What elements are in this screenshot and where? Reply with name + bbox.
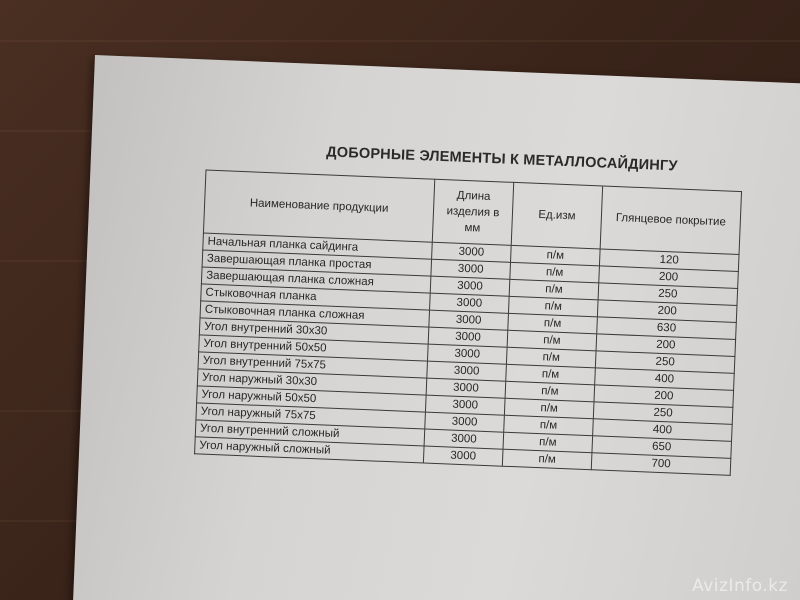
cell-product-name: Угол наружный сложный [195, 437, 424, 463]
cell-product-name: Завершающая планка сложная [201, 267, 430, 293]
document-title: ДОБОРНЫЕ ЭЛЕМЕНТЫ К МЕТАЛЛОСАЙДИНГУ [325, 144, 678, 175]
cell-product-name: Стыковочная планка сложная [200, 301, 429, 327]
cell-length: 3000 [425, 412, 505, 432]
cell-unit: п/м [511, 245, 601, 266]
header-length: Длина изделия в мм [432, 179, 513, 245]
cell-price: 400 [593, 419, 733, 442]
cell-length: 3000 [427, 344, 507, 364]
cell-length: 3000 [430, 293, 510, 313]
cell-length: 3000 [429, 310, 509, 330]
cell-unit: п/м [503, 432, 593, 453]
cell-price: 120 [599, 249, 739, 272]
cell-length: 3000 [423, 446, 503, 466]
cell-unit: п/м [507, 330, 597, 351]
cell-price: 400 [595, 368, 735, 391]
cell-product-name: Завершающая планка простая [202, 250, 431, 276]
price-table [194, 170, 742, 476]
cell-product-name: Угол наружный 50х50 [197, 386, 426, 412]
header-unit: Ед.изм [511, 182, 602, 249]
cell-price: 250 [595, 351, 735, 374]
cell-unit: п/м [504, 415, 594, 436]
watermark: AvizInfo.kz [692, 576, 788, 596]
cell-length: 3000 [428, 327, 508, 347]
cell-product-name: Угол наружный 75х75 [196, 403, 425, 429]
cell-length: 3000 [425, 395, 505, 415]
cell-length: 3000 [424, 429, 504, 449]
cell-product-name: Угол внутренний сложный [195, 420, 424, 446]
cell-unit: п/м [506, 364, 596, 385]
cell-price: 700 [591, 453, 731, 476]
cell-unit: п/м [504, 398, 594, 419]
cell-unit: п/м [502, 449, 592, 470]
cell-price: 200 [596, 334, 736, 357]
cell-product-name: Угол внутренний 30х30 [199, 318, 428, 344]
cell-product-name: Начальная планка сайдинга [203, 233, 432, 259]
cell-product-name: Угол внутренний 50х50 [199, 335, 428, 361]
cell-length: 3000 [432, 242, 512, 262]
cell-unit: п/м [509, 279, 599, 300]
cell-length: 3000 [427, 361, 507, 381]
cell-unit: п/м [510, 262, 600, 283]
cell-length: 3000 [426, 378, 506, 398]
cell-price: 200 [597, 300, 737, 323]
cell-price: 200 [594, 385, 734, 408]
cell-product-name: Угол внутренний 75х75 [198, 352, 427, 378]
cell-product-name: Стыковочная планка [201, 284, 430, 310]
cell-product-name: Угол наружный 30х30 [197, 369, 426, 395]
header-product-name: Наименование продукции [203, 170, 434, 242]
cell-price: 630 [597, 317, 737, 340]
cell-unit: п/м [505, 381, 595, 402]
cell-length: 3000 [431, 259, 511, 279]
cell-length: 3000 [430, 276, 510, 296]
cell-unit: п/м [508, 296, 598, 317]
cell-price: 200 [599, 266, 739, 289]
cell-unit: п/м [506, 347, 596, 368]
cell-price: 250 [598, 283, 738, 306]
cell-price: 250 [593, 402, 733, 425]
cell-unit: п/м [508, 313, 598, 334]
header-price: Глянцевое покрытие [600, 186, 741, 255]
cell-price: 650 [592, 436, 732, 459]
paper-sheet [71, 55, 800, 600]
